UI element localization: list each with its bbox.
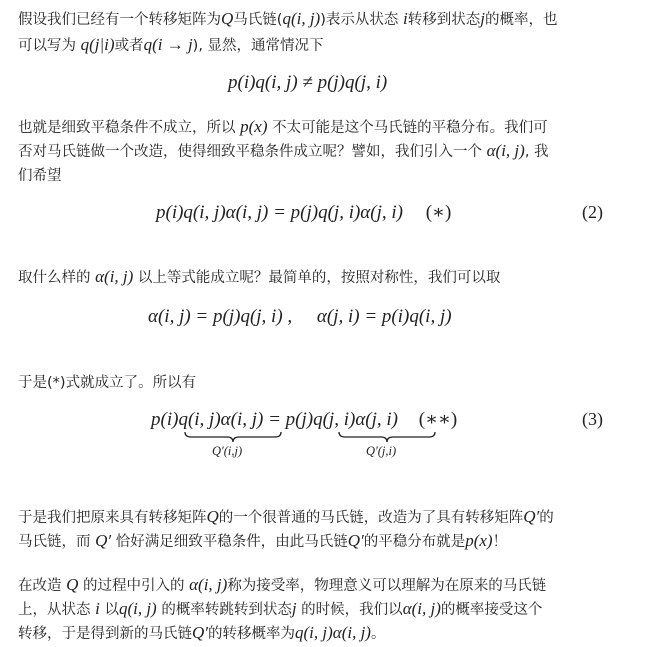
math-j: j xyxy=(291,599,297,618)
text: 否对马氏链做一个改造，使得细致平稳条件成立呢？譬如，我们引入一个 xyxy=(18,144,487,160)
para1-line2 xyxy=(18,34,324,55)
math-alpha: α(i, j) xyxy=(95,267,134,286)
para3 xyxy=(18,266,500,287)
text: 以上等式能成立呢？最简单的，按照对称性，我们可以取 xyxy=(133,270,501,286)
math-i: i xyxy=(403,9,408,28)
text: 也就是细致平稳条件不成立，所以 xyxy=(18,120,241,136)
math-qij: q(i, j) xyxy=(118,599,157,618)
text: 转移到状态 xyxy=(407,12,481,28)
eq3-equals-pj: = p(j) xyxy=(268,409,314,430)
text: 的一个很普通的马氏链，改造为了具有转移矩阵 xyxy=(218,510,524,526)
text: 的概率，也 xyxy=(484,12,558,28)
underbrace-label-right: Q′(j,i) xyxy=(366,444,397,458)
para5-line1 xyxy=(18,506,554,527)
text: 称为接受率，物理意义可以理解为在原来的马氏链 xyxy=(227,578,547,594)
equation-2 xyxy=(156,201,451,224)
math-Qprime: Q′ xyxy=(347,531,364,550)
math-Q: Q xyxy=(221,9,234,28)
para5-line2 xyxy=(18,530,507,551)
para1-line1 xyxy=(18,8,557,29)
para2-line2 xyxy=(18,140,549,161)
text: 的转移概率为 xyxy=(208,626,295,642)
text: 以 xyxy=(99,602,119,618)
underbrace-left xyxy=(183,431,283,443)
text: 不太可能是这个马氏链的平稳分布。我们可 xyxy=(267,120,548,136)
text: 可以写为 xyxy=(18,38,81,54)
math-j: j xyxy=(480,9,485,28)
math-px: p(x) xyxy=(465,531,493,550)
equation-2-number: (2) xyxy=(582,202,603,222)
text: 的 xyxy=(539,510,554,526)
math-i: i xyxy=(95,599,100,618)
text: 于是(*)式就成立了。所以有 xyxy=(18,375,197,391)
equation-choice xyxy=(148,306,452,328)
text: ！ xyxy=(492,534,508,550)
text: 的概率接受这个 xyxy=(440,602,543,618)
math-qj-given-i: q(j|i) xyxy=(80,35,115,54)
text: 转移，于是得到新的马氏链 xyxy=(18,626,192,642)
equation-2-tag: (∗) xyxy=(425,202,452,223)
para4 xyxy=(18,371,196,392)
math-qij: q(i, j) xyxy=(282,9,321,28)
text: , 我 xyxy=(524,144,549,160)
para6-line3 xyxy=(18,622,385,643)
text: 假设我们已经有一个转移矩阵为 xyxy=(18,12,221,28)
para6-line2 xyxy=(18,598,542,619)
math-Q: Q xyxy=(206,507,219,526)
equation-1-body: p(i)q(i, j) ≠ p(j)q(j, i) xyxy=(228,72,388,93)
math-alpha: α(i, j) xyxy=(189,575,228,594)
text: 。 xyxy=(370,626,386,642)
eq3-p-i: p(i) xyxy=(151,409,179,430)
math-q-arrow: q(i → j xyxy=(143,35,193,54)
para2-line3 xyxy=(18,164,62,185)
equation-3-tag: (∗∗) xyxy=(418,409,458,430)
text: 或者 xyxy=(114,38,144,54)
text: 的过程中引入的 xyxy=(78,578,190,594)
math-alpha: α(i, j) xyxy=(486,141,525,160)
para6-line1 xyxy=(18,574,546,595)
text: 上，从状态 xyxy=(18,602,96,618)
equation-2-body: p(i)q(i, j)α(i, j) = p(j)q(j, i)α(j, i) xyxy=(156,202,403,223)
equation-3-number: (3) xyxy=(582,409,603,429)
eq3-underbraced-right: q(j, i)α(j, i) xyxy=(313,409,399,430)
text: ), 显然，通常情况下 xyxy=(192,38,324,54)
equation-choice-left: α(i, j) = p(j)q(j, i) , xyxy=(148,306,293,327)
math-Qprime: Q′ xyxy=(523,507,540,526)
text: 马氏链( xyxy=(233,12,283,28)
text: 的概率转跳转到状态 xyxy=(156,602,292,618)
text: 取什么样的 xyxy=(18,270,96,286)
math-Q: Q xyxy=(66,575,79,594)
equation-1 xyxy=(228,72,387,94)
math-Qprime: Q′ xyxy=(95,531,112,550)
math-Qprime: Q′ xyxy=(192,623,208,642)
text: 恰好满足细致平稳条件，由此马氏链 xyxy=(111,534,348,550)
text: 的平稳分布就是 xyxy=(363,534,466,550)
equation-3 xyxy=(151,408,457,431)
eq3-underbraced-left: q(i, j)α(i, j) xyxy=(178,409,264,430)
para2-line1 xyxy=(18,116,548,137)
text: 在改造 xyxy=(18,578,67,594)
text: 于是我们把原来具有转移矩阵 xyxy=(18,510,207,526)
math-alpha: α(i, j) xyxy=(402,599,441,618)
equation-choice-right: α(j, i) = p(i)q(i, j) xyxy=(316,306,452,327)
text: 的时候，我们以 xyxy=(296,602,403,618)
text: 们希望 xyxy=(18,168,62,184)
math-q-alpha: q(i, j)α(i, j) xyxy=(295,623,371,642)
text: 马氏链，而 xyxy=(18,534,96,550)
underbrace-right xyxy=(337,431,437,443)
text: )表示从状态 xyxy=(320,12,404,28)
underbrace-label-left: Q′(i,j) xyxy=(212,444,243,458)
math-px: p(x) xyxy=(240,117,268,136)
